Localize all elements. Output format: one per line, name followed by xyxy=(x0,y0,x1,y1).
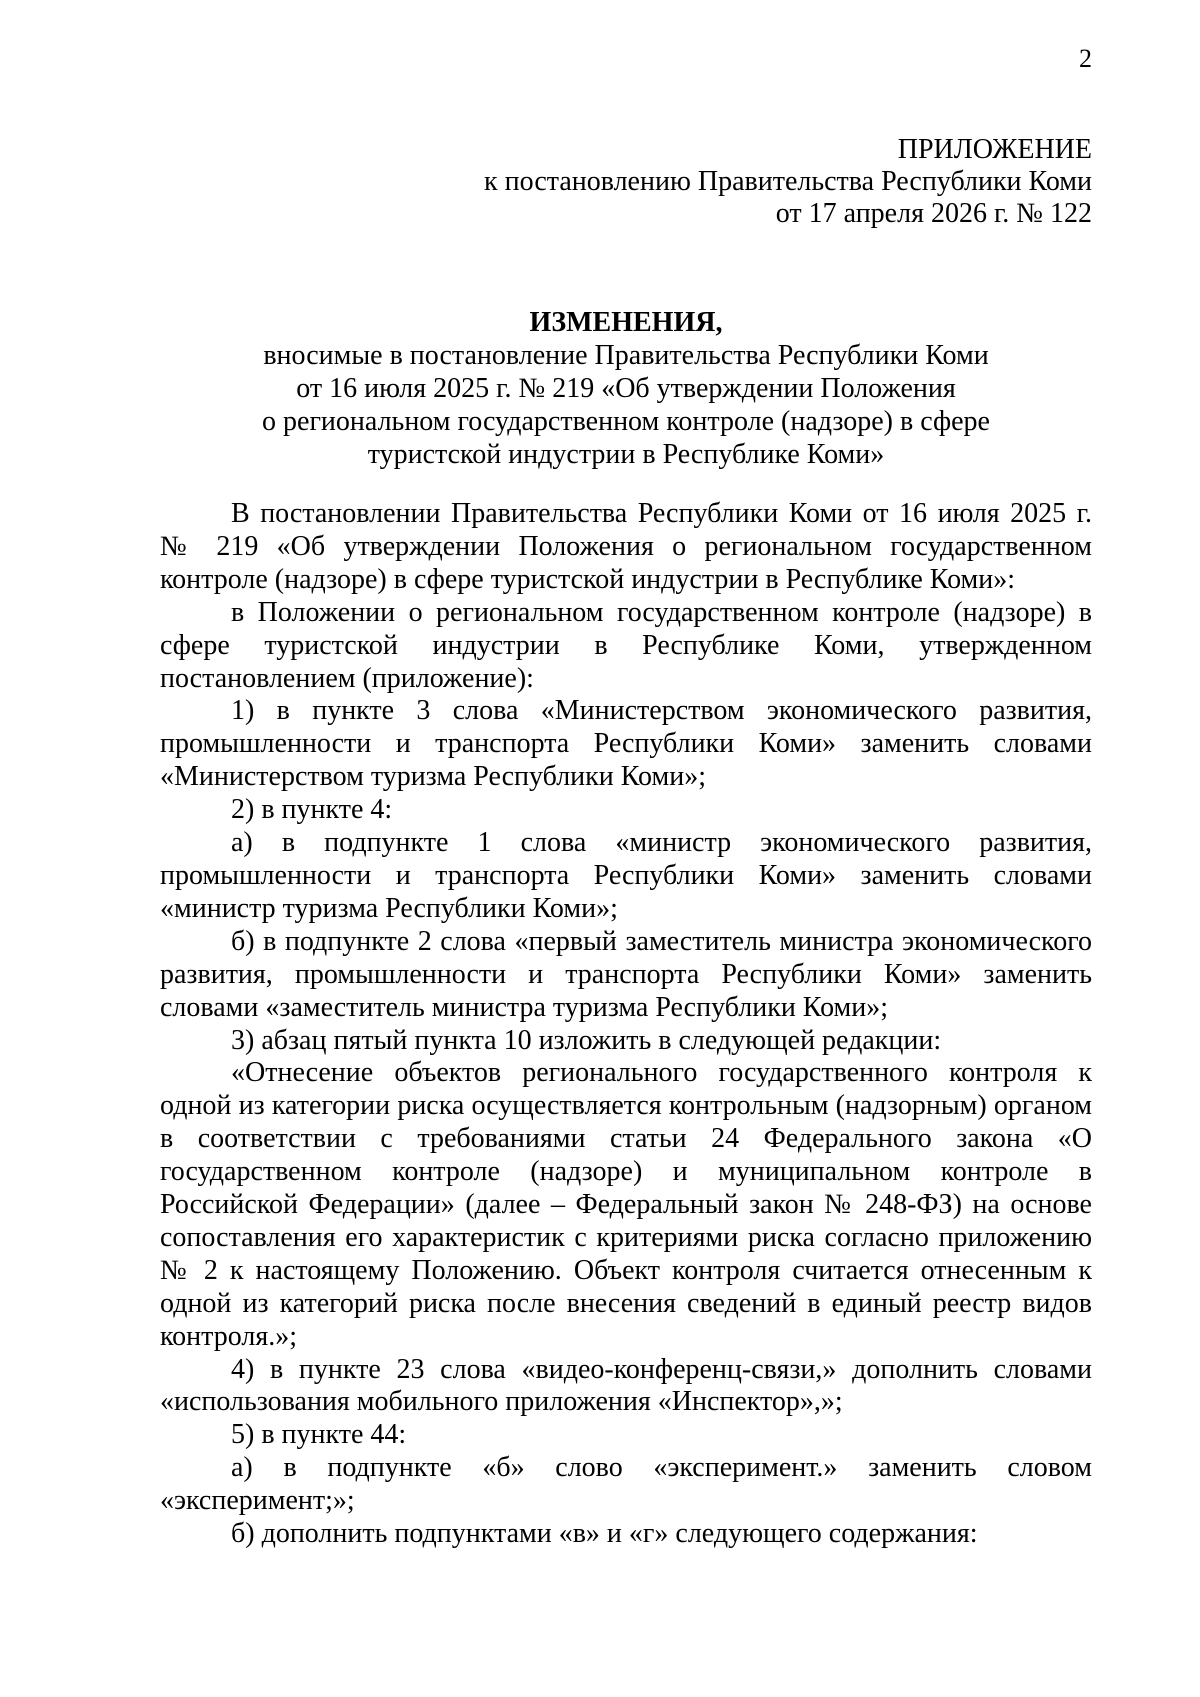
body-paragraph: а) в подпункте 1 слова «министр экономического развития, промышленности и транспорта Республики Коми» заменить словами «министр туризма Республики Коми»; xyxy=(160,827,1092,924)
heading-line: от 16 июля 2025 г. № 219 «Об утверждении Положения xyxy=(296,373,956,404)
appendix-date-number: от 17 апреля 2026 г. № 122 xyxy=(775,198,1092,229)
document-body xyxy=(160,498,1092,1551)
body-paragraph: 4) в пункте 23 слова «видео-конференц-связи,» дополнить словами «использования мобильного приложения «Инспектор»,»; xyxy=(160,1353,1092,1418)
body-paragraph: в Положении о региональном государственном контроле (надзоре) в сфере туристской индустрии в Республике Коми, утвержденном постановлением (приложение): xyxy=(160,596,1092,694)
heading-line: туристской индустрии в Республике Коми» xyxy=(367,439,885,470)
body-paragraph: 5) в пункте 44: xyxy=(231,1419,407,1451)
appendix-title: ПРИЛОЖЕНИЕ xyxy=(897,134,1092,165)
document-heading xyxy=(160,306,1092,471)
appendix-reference: к постановлению Правительства Республики Коми xyxy=(484,166,1092,197)
appendix-header xyxy=(0,134,1092,230)
body-paragraph: б) дополнить подпунктами «в» и «г» следующего содержания: xyxy=(231,1518,978,1550)
body-paragraph: В постановлении Правительства Республики Коми от 16 июля 2025 г. № 219 «Об утверждении Положения о региональном государственном контроле (надзоре) в сфере туристской индустрии в Республике Коми»: xyxy=(160,498,1092,595)
body-paragraph: б) в подпункте 2 слова «первый заместитель министра экономического развития, промышленности и транспорта Республики Коми» заменить словами «заместитель министра туризма Республики Коми»; xyxy=(160,925,1092,1023)
body-paragraph: 1) в пункте 3 слова «Министерством экономического развития, промышленности и транспорта Республики Коми» заменить словами «Министерством туризма Республики Коми»; xyxy=(160,695,1092,793)
body-paragraph: а) в подпункте «б» слово «эксперимент.» заменить словом «эксперимент;»; xyxy=(160,1452,1092,1517)
body-paragraph: «Отнесение объектов регионального государственного контроля к одной из категории риска осуществляется контрольным (надзорным) органом в соответствии с требованиями статьи 24 Федерального закона «О государственном контроле (надзоре) и муниципальном контроле в Российской Федерации» (далее – Федеральный закон № 248-ФЗ) на основе сопоставления его характеристик с критериями риска согласно приложению № 2 к настоящему Положению. Объект контроля считается отнесенным к одной из категорий риска после внесения сведений в единый реестр видов контроля.»; xyxy=(160,1057,1092,1352)
document-title: ИЗМЕНЕНИЯ, xyxy=(529,307,723,338)
body-paragraph: 3) абзац пятый пункта 10 изложить в следующей редакции: xyxy=(231,1024,942,1056)
heading-line: вносимые в постановление Правительства Республики Коми xyxy=(263,340,989,371)
heading-line: о региональном государственном контроле (надзоре) в сфере xyxy=(262,406,990,437)
page-number: 2 xyxy=(1079,44,1092,73)
body-paragraph: 2) в пункте 4: xyxy=(231,794,393,826)
